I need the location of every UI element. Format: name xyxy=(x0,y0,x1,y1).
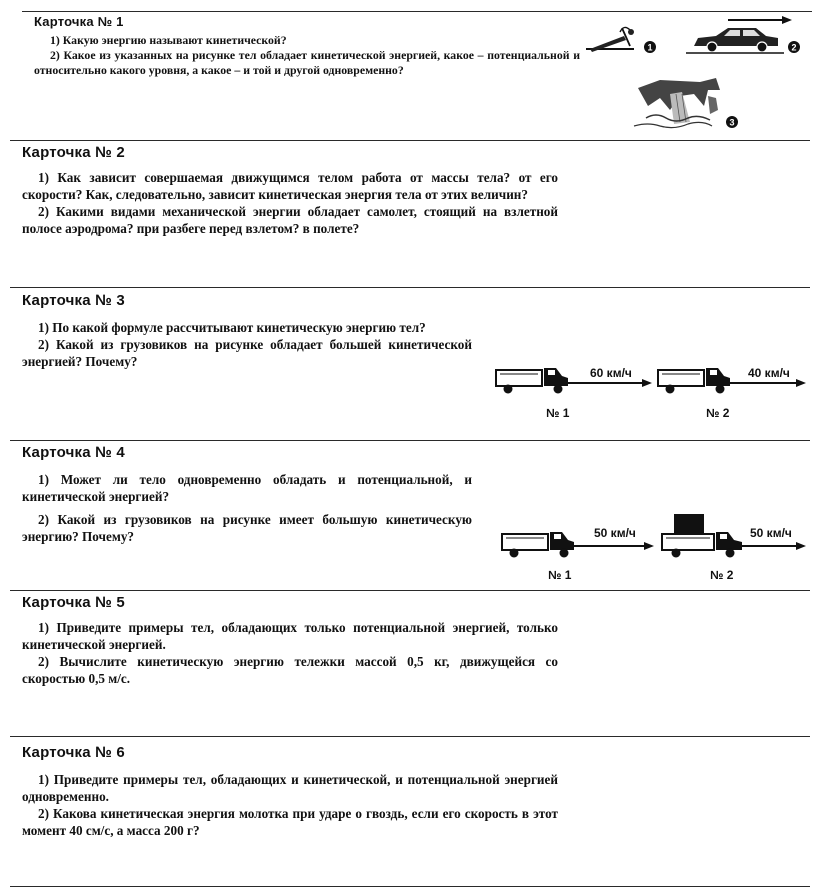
figure-3-waterfall xyxy=(630,76,742,132)
truck-1-label: № 1 xyxy=(548,568,572,582)
card-title: Карточка № 2 xyxy=(22,144,125,161)
figure-label: 3 xyxy=(729,117,735,128)
card-title: Карточка № 1 xyxy=(34,14,124,29)
card-title: Карточка № 4 xyxy=(22,444,125,461)
question-2: 2) Вычислите кинетическую энергию тележки массой 0,5 кг, движущейся со скоростью 0,5 м/с. xyxy=(22,654,558,686)
card-separator xyxy=(10,886,810,887)
figure-label: 1 xyxy=(647,42,653,53)
figure-1-launcher xyxy=(584,22,660,62)
card-separator xyxy=(10,736,810,737)
card-separator xyxy=(10,140,810,141)
figure-2-car xyxy=(686,14,804,60)
truck-1-label: № 1 xyxy=(546,406,570,420)
question-2: 2) Какое из указанных на рисунке тел обладает кинетической энергией, какое – потенциальной и относительно какого уровня, а какое – и той и другой одновременно? xyxy=(34,48,580,77)
question-2: 2) Какова кинетическая энергия молотка при ударе о гвоздь, если его скорость в этот момент 40 см/с, а масса 200 г? xyxy=(22,806,558,838)
question-2: 2) Какой из грузовиков на рисунке имеет большую кинетическую энергию? Почему? xyxy=(22,512,472,544)
truck-1-speed: 60 км/ч xyxy=(590,366,632,380)
card-2 xyxy=(22,144,558,237)
card-title: Карточка № 5 xyxy=(22,594,125,611)
question-1: 1) По какой формуле рассчитывают кинетическую энергию тел? xyxy=(38,320,426,335)
question-2: 2) Какой из грузовиков на рисунке обладает большей кинетической энергией? Почему? xyxy=(22,337,472,369)
card-4 xyxy=(22,444,472,545)
question-1: 1) Может ли тело одновременно обладать и потенциальной, и кинетической энергией? xyxy=(22,472,472,504)
truck-1-speed: 50 км/ч xyxy=(594,526,636,540)
card-separator xyxy=(10,287,810,288)
truck-2-speed: 50 км/ч xyxy=(750,526,792,540)
question-1: 1) Приведите примеры тел, обладающих только потенциальной энергией, только кинетической энергией. xyxy=(22,620,558,652)
card-title: Карточка № 6 xyxy=(22,744,125,761)
card-separator xyxy=(10,440,810,441)
card-6 xyxy=(22,744,558,839)
card-separator xyxy=(22,11,812,12)
card-5 xyxy=(22,594,558,687)
card-3 xyxy=(22,292,472,370)
truck-2-label: № 2 xyxy=(710,568,734,582)
card-separator xyxy=(10,590,810,591)
question-1: 1) Какую энергию называют кинетической? xyxy=(50,33,287,47)
figure-label: 2 xyxy=(791,42,797,53)
truck-2-speed: 40 км/ч xyxy=(748,366,790,380)
card-title: Карточка № 3 xyxy=(22,292,125,309)
question-2: 2) Какими видами механической энергии обладает самолет, стоящий на взлетной полосе аэродрома? при разбеге перед взлетом? в полете? xyxy=(22,204,558,236)
question-1: 1) Приведите примеры тел, обладающих и кинетической, и потенциальной энергией одновременно. xyxy=(22,772,558,804)
question-1: 1) Как зависит совершаемая движущимся телом работа от массы тела? от его скорости? Как, следовательно, зависит кинетическая энергия тела от этих величин? xyxy=(22,170,558,202)
card-1 xyxy=(34,14,580,78)
truck-2-label: № 2 xyxy=(706,406,730,420)
